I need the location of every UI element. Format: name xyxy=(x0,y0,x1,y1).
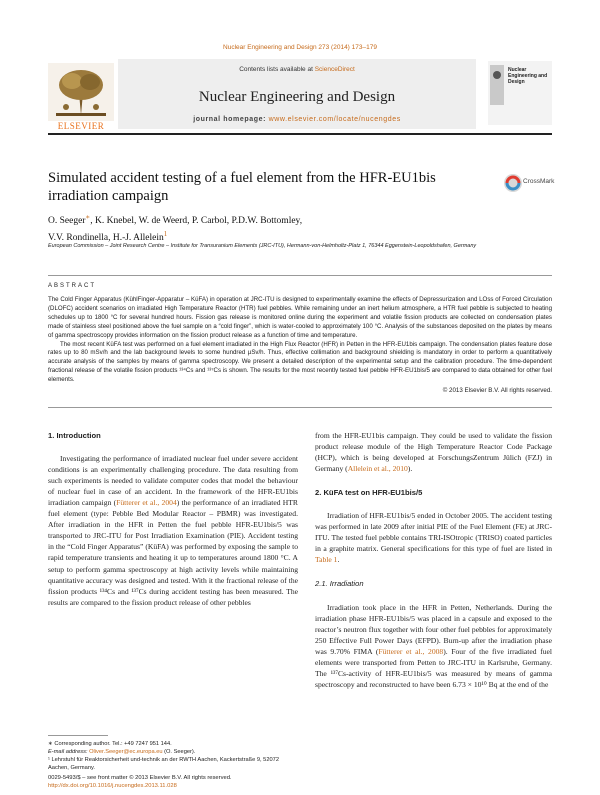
text-run: Irradiation of HFR-EU1bis/5 ended in October 2005. The accident testing was performed in late 2009 after initial PIE of the Fuel Element (FE) at JRC-ITU. The tested fuel pebble contains TRI-ISOtropic (TRISO) coated particles in a graphite matrix. General specifications for this type of fuel are listed in xyxy=(315,511,552,554)
crossmark-label: CrossMark xyxy=(523,178,555,185)
article-title: Simulated accident testing of a fuel element from the HFR-EU1bis irradiation campaign xyxy=(48,170,436,204)
author-list xyxy=(48,211,488,245)
doi-link[interactable]: http://dx.doi.org/10.1016/j.nucengdes.2013.11.028 xyxy=(48,783,177,789)
abstract-paragraph-1: The Cold Finger Apparatus (KühlFinger-Apparatur – KüFA) in operation at JRC-ITU is designed to experimentally examine the effects of Depressurization and LOss of Forced Circulation (DLOFC) accident scenarios on irradiated High Temperature Reactor (HTR) fuel pebbles. While remaining under an inert helium atmosphere, a HTR fuel pebble is subjected to heating schedules up to 1800 °C for several hundred hours. Fission gas release is monitored online during the experiment and volatile fission products are collected on condensation plates made of stainless steel positioned above the fuel sample on a “cold finger”, which is water-cooled to approximately 100 °C. Analysis of the substances deposited on the plates by means of gamma spectroscopy provides information on the fission product release as a function of time and temperature. xyxy=(48,296,552,339)
abstract-bottom-divider xyxy=(48,407,552,408)
irradiation-paragraph xyxy=(315,602,552,690)
left-column xyxy=(48,430,298,608)
author-names: , K. Knebel, W. de Weerd, P. Carbol, P.D.W. Bottomley, xyxy=(90,216,303,227)
footnote-mark[interactable]: 1 xyxy=(163,230,168,239)
introduction-paragraph xyxy=(48,453,298,608)
text-run: . xyxy=(337,555,340,565)
journal-homepage xyxy=(118,116,476,123)
right-column xyxy=(315,430,552,690)
abstract-top-divider xyxy=(48,275,552,276)
corresponding-author-note: ∗ Corresponding author. Tel.: +49 7247 951 144. xyxy=(48,741,172,747)
corresponding-author-mark[interactable]: ∗ xyxy=(85,213,91,221)
journal-cover-thumbnail[interactable] xyxy=(488,61,552,125)
abstract-text xyxy=(48,296,552,385)
section-heading-kufa-test: 2. KüFA test on HFR-EU1bis/5 xyxy=(315,488,423,498)
affiliation-footnote: ¹ Lehrstuhl für Reaktorsicherheit und-technik an der RWTH Aachen, Kackertstraße 9, 52072 Aachen, Germany. xyxy=(48,757,279,771)
section-heading-introduction: 1. Introduction xyxy=(48,431,101,440)
issn-line: 0029-5493/$ – see front matter © 2013 Elsevier B.V. All rights reserved. xyxy=(48,775,232,781)
cover-emblem-icon xyxy=(493,71,501,79)
contents-line xyxy=(118,66,476,73)
text-run: Irradiation took place in the HFR in Petten, Netherlands. During the irradiation phase HFR-EU1bis/5 was placed in a capsule and exposed to the reactor’s neutron flux together with four other fuel pebbles for approximately 250 Effective Full Power Days (EFPD). Burn-up after the irradiation phase was 9.70% FIMA ( xyxy=(315,602,552,656)
copyright-line: © 2013 Elsevier B.V. All rights reserved. xyxy=(442,387,552,394)
subsection-heading-irradiation: 2.1. Irradiation xyxy=(315,579,364,589)
elsevier-wordmark: ELSEVIER xyxy=(57,121,105,131)
text-run: ). Four of the five irradiated fuel elements were transported from Petten to JRC-ITU in Karlsruhe, Germany. The ¹³⁷Cs-activity of HFR-EU1bis/5 was measured by means of gamma spectroscopy and reconstructed to have been 6.73 × 10¹⁰ Bq at the end of the xyxy=(315,646,552,689)
homepage-link[interactable]: www.elsevier.com/locate/nucengdes xyxy=(268,116,401,123)
footnotes xyxy=(48,740,298,772)
cover-title: Nuclear Engineering and Design xyxy=(508,67,548,85)
email-link[interactable]: Oliver.Seeger@ec.europa.eu xyxy=(89,749,163,755)
text-run: ). xyxy=(407,464,413,474)
affiliation: European Commission – Joint Research Centre – Institute for Transuranium Elements (JRC-ITU), Hermann-von-Helmholtz-Platz 1, 76344 Eggenstein-Leopoldshafen, Germany xyxy=(48,243,477,249)
journal-citation[interactable]: Nuclear Engineering and Design 273 (2014) 173–179 xyxy=(223,44,377,51)
page-footer xyxy=(48,774,348,790)
crossmark-badge[interactable] xyxy=(503,172,555,194)
header-divider xyxy=(48,133,552,135)
abstract-paragraph-2: The most recent KüFA test was performed on a fuel element irradiated in the High Flux Reactor (HFR) in Petten in the HFR-EU1bis campaign. The condensation plates feature dose rates up to 80 mSv/h and the lab background levels to some hundred µSv/h. Thus, effective collimation and background shielding is mandatory in order to perform a quantitatively accurate analysis of the samples by means of gamma spectroscopy. We present a detailed description of the experimental setup and the calibration procedure. The time-dependent fractional release of the volatile fission products ¹³⁴Cs and ¹³⁷Cs is shown. The results for the most recently tested fuel pebble HFR-EU1bis/5 are compared to data obtained for other fuel elements. xyxy=(48,340,552,384)
continued-paragraph xyxy=(315,430,552,474)
kufa-test-paragraph xyxy=(315,510,552,565)
text-run: from the HFR-EU1bis campaign. They could be used to validate the fission product release module of the High Temperature Reactor Code Package (HCP), which is being developed at ForschungsZentrum Jülich (FZJ) in Germany ( xyxy=(315,431,552,474)
table-link[interactable]: Table 1 xyxy=(315,555,338,565)
text-run: Investigating the performance of irradiated nuclear fuel under severe accident conditions is an experimentally challenging procedure. The data resulting from such experiments is needed to validate computer codes that model the behaviour of nuclear fuel in case of an accident. In the framework of the HFR-EU1bis irradiation campaign ( xyxy=(48,454,298,508)
author-name: O. Seeger xyxy=(48,216,86,227)
author-names: V.V. Rondinella, H.-J. Allelein xyxy=(48,233,164,244)
text-run: ) the performance of an irradiated HTR fuel element (type: Pebble Bed Modular Reactor – PBMR) was investigated. After irradiation in the HFR in Petten the fuel pebble HFR-EU1bis/5 was transported to JRC-ITU for Post Irradiation Examination (PIE). Accident testing in the “Cold Finger Apparatus” (KüFA) was performed by exposing the sample to rapid temperature transients and heating it up to temperatures around 1800 °C. A setup to perform gamma spectroscopy at high activity levels while maintaining quantitative accuracy was designed and tested. With it the fractional release of the fission products ¹³⁴Cs and ¹³⁷Cs during accident testing has been measured. The results are compared to the fission product release of other pebbles xyxy=(48,498,298,607)
email-label: E-mail address: xyxy=(48,749,90,755)
elsevier-tree-icon[interactable] xyxy=(48,63,114,121)
footnote-divider xyxy=(48,735,108,736)
citation-link[interactable]: Fütterer et al., 2004 xyxy=(116,498,177,508)
contents-prefix: Contents lists available at xyxy=(239,66,315,73)
homepage-label: journal homepage: xyxy=(193,116,269,123)
citation-link[interactable]: Allelein et al., 2010 xyxy=(347,464,408,474)
email-suffix: (O. Seeger). xyxy=(162,749,196,755)
abstract-heading: ABSTRACT xyxy=(48,283,97,289)
journal-header xyxy=(48,59,552,129)
citation-link[interactable]: Fütterer et al., 2008 xyxy=(378,646,444,656)
sciencedirect-link[interactable]: ScienceDirect xyxy=(314,66,355,73)
authors-line-1 xyxy=(48,211,488,228)
email-note xyxy=(48,748,298,756)
journal-title: Nuclear Engineering and Design xyxy=(198,89,396,105)
